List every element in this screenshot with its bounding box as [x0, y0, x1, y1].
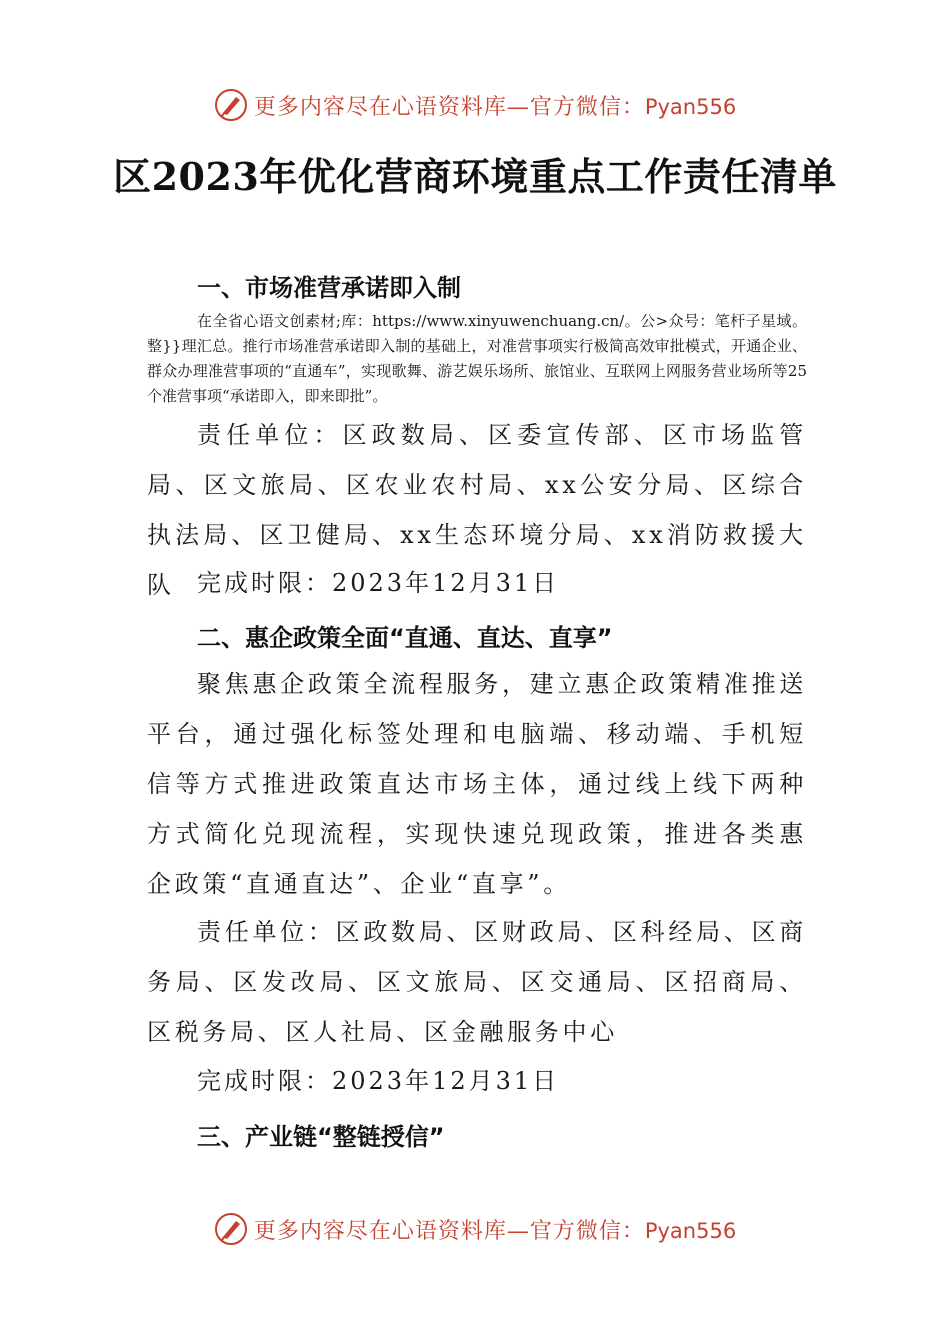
watermark-text: 更多内容尽在心语资料库—官方微信：Pyan556: [253, 94, 737, 120]
section-1-body-block: [147, 309, 807, 409]
section-2-body-block: [147, 659, 807, 909]
section-2-responsible-block: [147, 907, 807, 1057]
quill-logo-icon: [214, 1212, 248, 1246]
section-1: [147, 268, 807, 303]
document-title: 区2023年优化营商环境重点工作责任清单: [113, 154, 837, 199]
deadline: 完成时限：2023年12月31日: [197, 1067, 560, 1095]
section-1-deadline-block: [147, 558, 807, 608]
watermark-footer: [0, 1209, 950, 1249]
section-2-deadline-block: [147, 1056, 807, 1106]
section-body: 聚焦惠企政策全流程服务，建立惠企政策精准推送平台，通过强化标签处理和电脑端、移动端、手机短信等方式推进政策直达市场主体，通过线上线下两种方式简化兑现流程，实现快速兑现政策，推进各类惠企政策“直通直达”、企业“直享”。: [147, 670, 807, 898]
section-3: [147, 1117, 807, 1152]
watermark-wechat-id: Pyan556: [644, 94, 737, 119]
watermark-wechat-id: Pyan556: [644, 1218, 737, 1243]
section-2: [147, 618, 807, 653]
section-heading: 二、惠企政策全面“直通、直达、直享”: [197, 624, 613, 652]
quill-logo-icon: [214, 88, 248, 122]
deadline: 完成时限：2023年12月31日: [197, 569, 560, 597]
responsible-units: 责任单位：区政数局、区委宣传部、区市场监管局、区文旅局、区农业农村局、xx公安分局、区综合执法局、区卫健局、xx生态环境分局、xx消防救援大队: [147, 421, 807, 599]
responsible-units: 责任单位：区政数局、区财政局、区科经局、区商务局、区发改局、区文旅局、区交通局、区招商局、区税务局、区人社局、区金融服务中心: [147, 918, 807, 1046]
watermark-header: [0, 85, 950, 125]
section-body: 在全省心语文创素材;库：https://www.xinyuwenchuang.cn/。公>众号：笔杆子星域。整}}理汇总。推行市场准营承诺即入制的基础上，对准营事项实行极简高效审批模式，开通企业、群众办理准营事项的“直通车”，实现歌舞、游艺娱乐场所、旅馆业、互联网上网服务营业场所等25个准营事项“承诺即入，即来即批”。: [147, 312, 807, 405]
section-heading: 三、产业链“整链授信”: [197, 1123, 445, 1151]
section-heading: 一、市场准营承诺即入制: [197, 274, 461, 302]
watermark-text: 更多内容尽在心语资料库—官方微信：Pyan556: [253, 1218, 737, 1244]
